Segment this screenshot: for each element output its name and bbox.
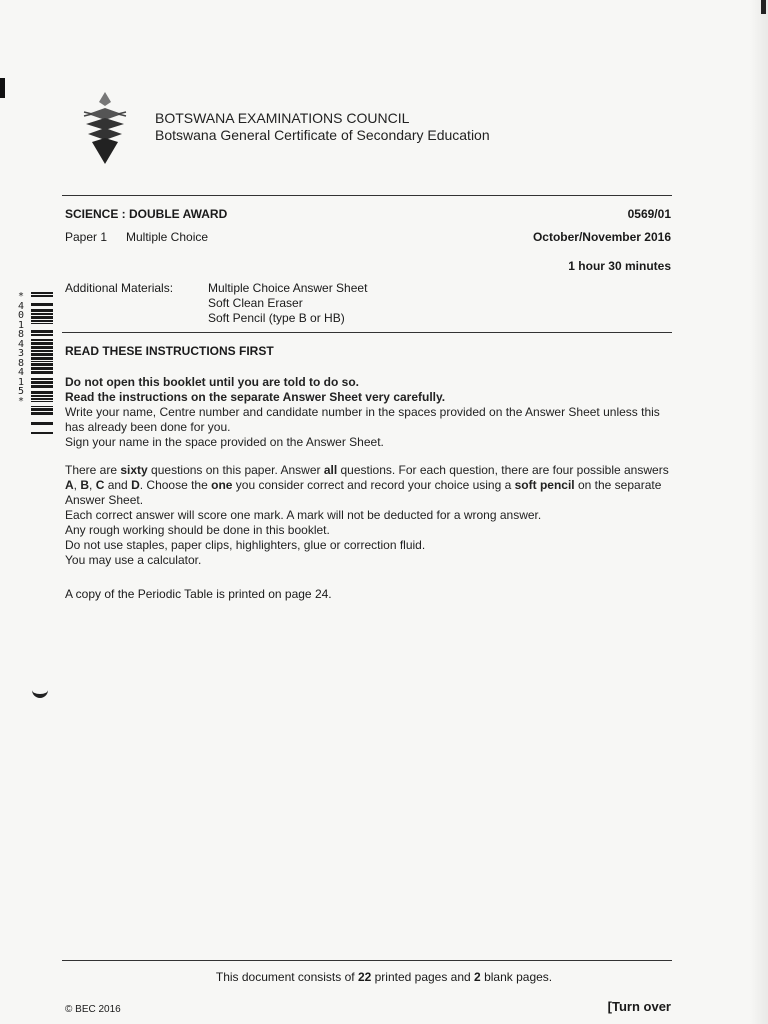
barcode-digit: * <box>17 291 25 302</box>
paper-code: 0569/01 <box>627 207 671 221</box>
divider-bottom <box>62 960 672 961</box>
scan-smudge <box>32 686 48 698</box>
barcode-digit: 8 <box>17 357 25 369</box>
materials-item: Multiple Choice Answer Sheet <box>208 281 368 295</box>
instruction-line: Write your name, Centre number and candidate number in the spaces provided on the Answer Sheet unless this has already been done for you. <box>65 405 660 434</box>
barcode-icon <box>31 292 53 434</box>
paper-number: Paper 1 <box>65 230 108 244</box>
barcode-digit: * <box>17 395 25 407</box>
copyright: © BEC 2016 <box>65 1004 121 1015</box>
barcode-digits <box>15 292 27 406</box>
barcode-digit: 1 <box>17 376 25 388</box>
periodic-table-note: A copy of the Periodic Table is printed on page 24. <box>65 587 332 601</box>
barcode-digit: 4 <box>17 300 25 312</box>
instructions-block <box>65 375 675 450</box>
instruction-line: Each correct answer will score one mark. A mark will not be deducted for a wrong answer. <box>65 508 542 522</box>
materials-item: Soft Clean Eraser <box>208 296 303 310</box>
page-count-note: This document consists of 22 printed pages and 2 blank pages. <box>215 970 553 984</box>
barcode-digit: 8 <box>17 329 25 340</box>
barcode-digit: 4 <box>17 338 25 350</box>
org-name: BOTSWANA EXAMINATIONS COUNCIL <box>155 110 410 126</box>
page-edge <box>750 0 768 1024</box>
divider-top <box>62 195 672 196</box>
subject-title: SCIENCE : DOUBLE AWARD <box>65 207 228 221</box>
org-header <box>155 110 490 144</box>
instruction-line: You may use a calculator. <box>65 553 202 567</box>
instruction-line: Sign your name in the space provided on the Answer Sheet. <box>65 435 384 449</box>
rules-block <box>65 463 670 568</box>
turn-over: [Turn over <box>607 999 671 1014</box>
barcode-digit: 0 <box>17 310 25 321</box>
instruction-line: Read the instructions on the separate Answer Sheet very carefully. <box>65 390 446 404</box>
instruction-line: Do not open this booklet until you are told to do so. <box>65 375 359 389</box>
bec-logo-icon <box>80 92 130 164</box>
materials-item: Soft Pencil (type B or HB) <box>208 311 345 325</box>
certificate-name: Botswana General Certificate of Secondary Education <box>155 127 490 143</box>
exam-session: October/November 2016 <box>532 230 671 244</box>
materials-label: Additional Materials: <box>65 281 174 295</box>
scan-mark <box>761 0 766 14</box>
exam-duration: 1 hour 30 minutes <box>568 259 671 273</box>
barcode-digit: 4 <box>17 367 25 378</box>
barcode-digit: 5 <box>17 386 25 397</box>
scan-mark-left <box>0 78 5 98</box>
paper-type: Multiple Choice <box>126 230 209 244</box>
barcode-digit: 3 <box>17 348 25 359</box>
questions-paragraph: There are sixty questions on this paper. Answer all questions. For each question, there are four possible answers A, B, C and D. Choose the one you consider correct and record your choice using a soft pencil on the separate Answer Sheet. <box>65 463 669 507</box>
instructions-heading: READ THESE INSTRUCTIONS FIRST <box>65 344 274 358</box>
barcode-digit: 1 <box>17 319 25 331</box>
divider-mid <box>62 332 672 333</box>
instruction-line: Any rough working should be done in this booklet. <box>65 523 330 537</box>
instruction-line: Do not use staples, paper clips, highlighters, glue or correction fluid. <box>65 538 426 552</box>
